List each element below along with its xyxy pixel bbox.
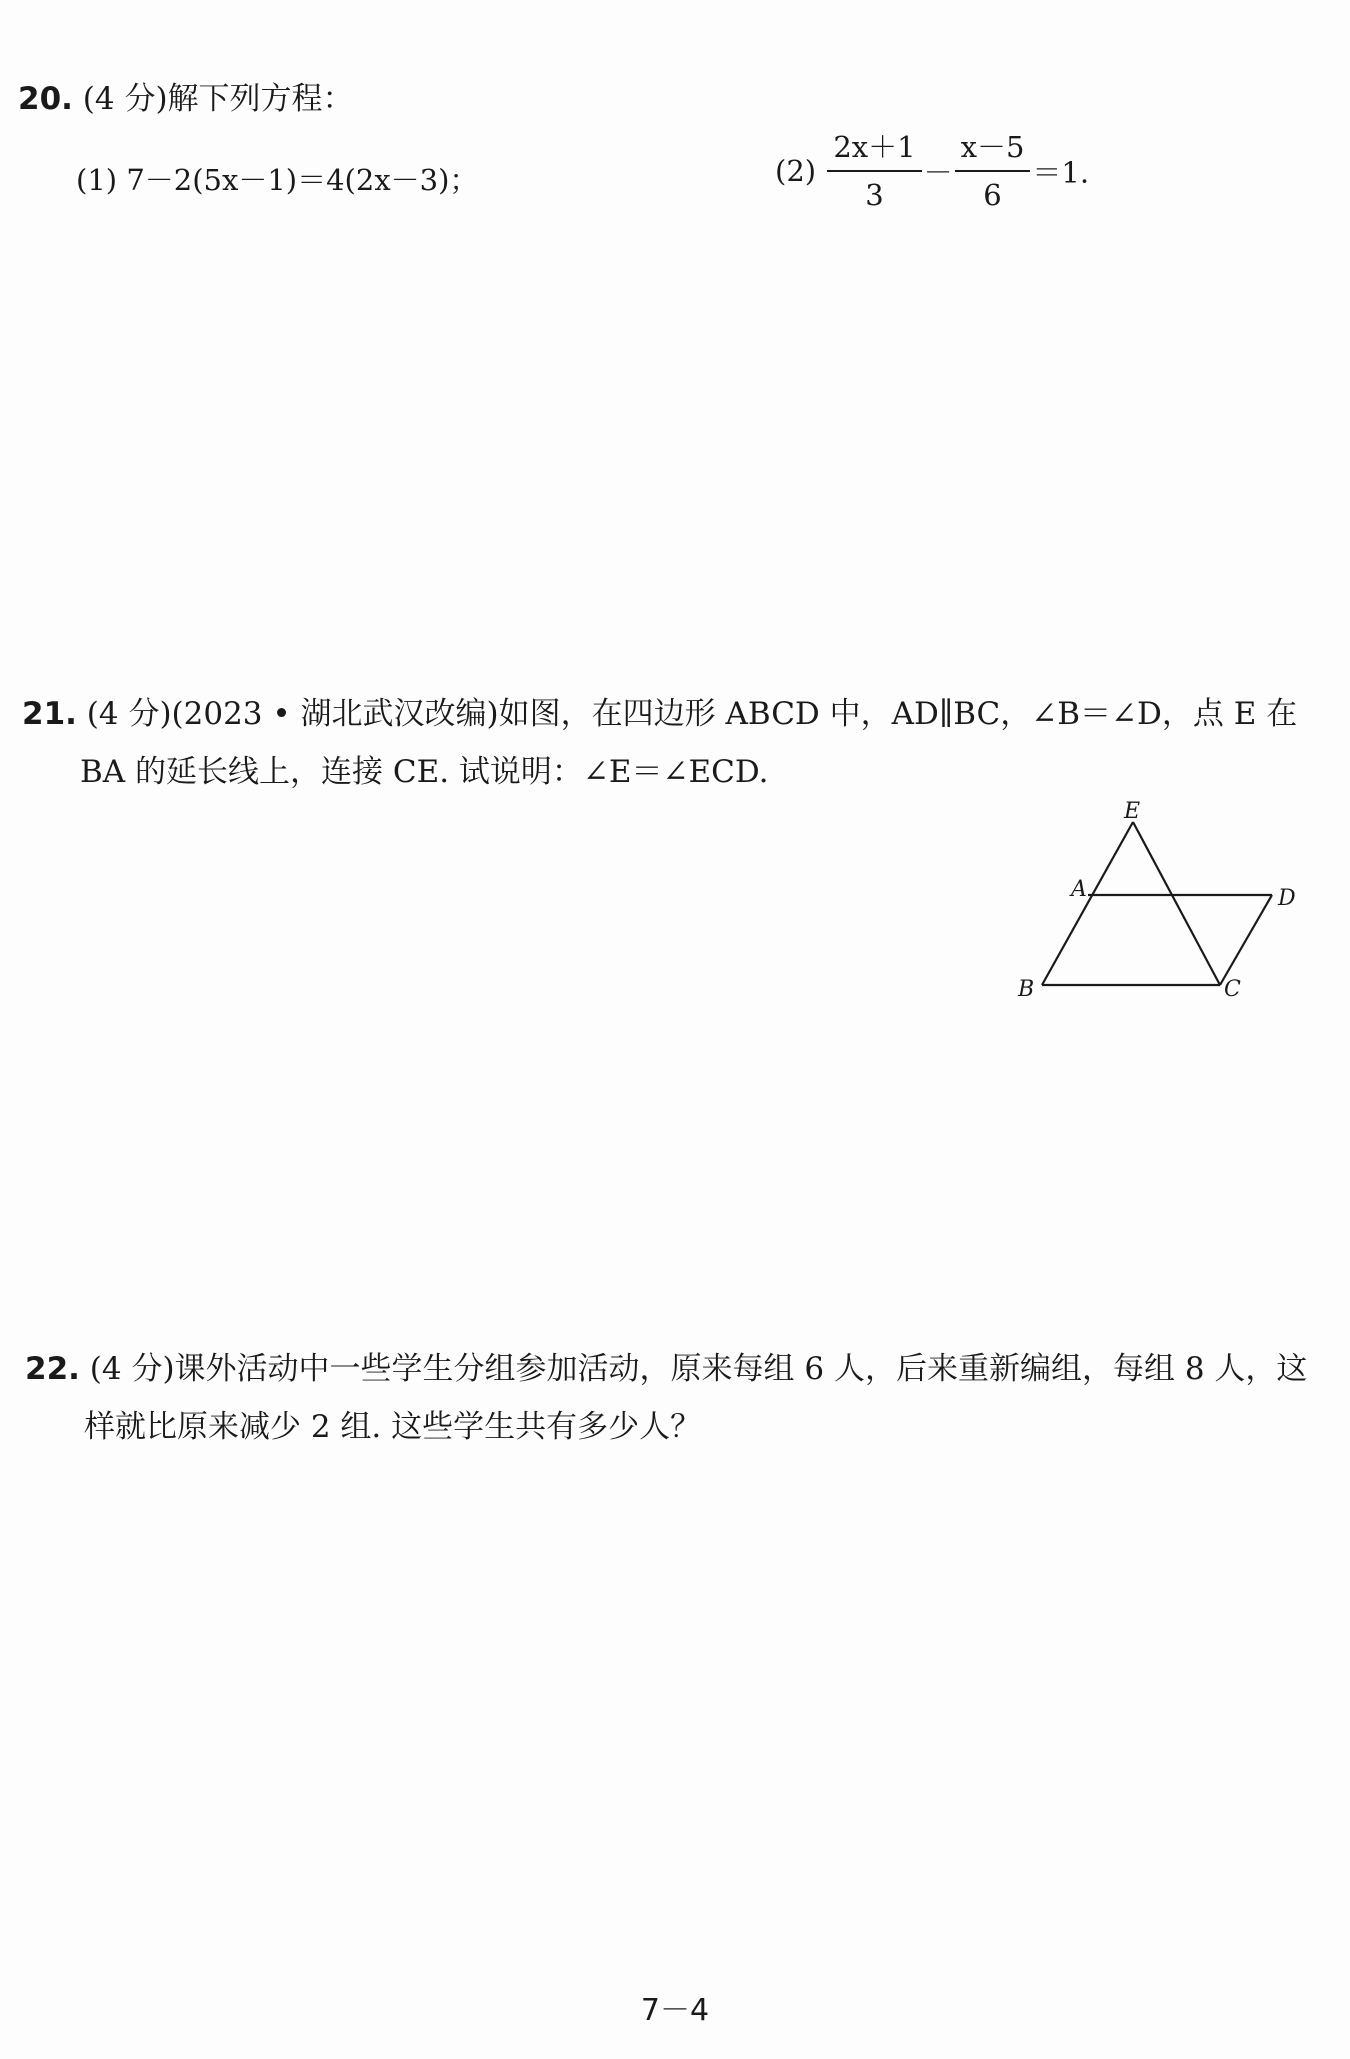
vertex-label-B: B [1018,977,1035,1002]
question-line-1: (4 分)课外活动中一些学生分组参加活动，原来每组 6 人，后来重新编组，每组 8 人，这 [89,1351,1308,1387]
quadrilateral-figure [1010,800,1350,1020]
vertex-label-E: E [1124,800,1141,824]
question-20 [18,70,354,128]
question-line-2: BA 的延长线上，连接 CE. 试说明：∠E＝∠ECD. [80,754,769,790]
fraction-2 [955,128,1031,214]
fraction-numerator: x－5 [955,128,1031,172]
question-21 [22,685,1297,743]
question-number: 22. [25,1351,80,1387]
question-number: 20. [18,81,73,117]
fraction-denominator: 3 [865,178,884,212]
question-21-line-2 [80,743,768,801]
vertex-label-A: A [1071,877,1087,902]
fraction-numerator: 2x＋1 [827,128,921,172]
question-stem: (4 分)解下列方程： [82,81,354,117]
question-22 [25,1340,1307,1398]
line-EC [1133,822,1220,985]
vertex-label-C: C [1224,977,1241,1002]
q20-part-1 [76,158,478,199]
line-DC [1220,895,1272,985]
q20-part-2 [775,128,1089,214]
question-line-2: 样就比原来减少 2 组. 这些学生共有多少人？ [84,1409,702,1445]
question-22-line-2 [84,1398,701,1456]
fraction-1 [827,128,921,214]
minus-sign: － [923,155,953,190]
equation: 7－2(5x－1)＝4(2x－3)； [126,163,479,197]
line-BE [1042,822,1133,985]
question-line-1: (4 分)(2023 • 湖北武汉改编)如图，在四边形 ABCD 中，AD∥BC，∠B＝∠D，点 E 在 [86,696,1298,732]
part-label: (1) [76,163,118,197]
part-label: (2) [775,154,817,188]
page-number: 7－4 [640,1993,710,2028]
vertex-label-D: D [1278,886,1296,911]
question-number: 21. [22,696,77,732]
fraction-denominator: 6 [983,178,1002,212]
equation-rhs: ＝1. [1032,155,1090,190]
